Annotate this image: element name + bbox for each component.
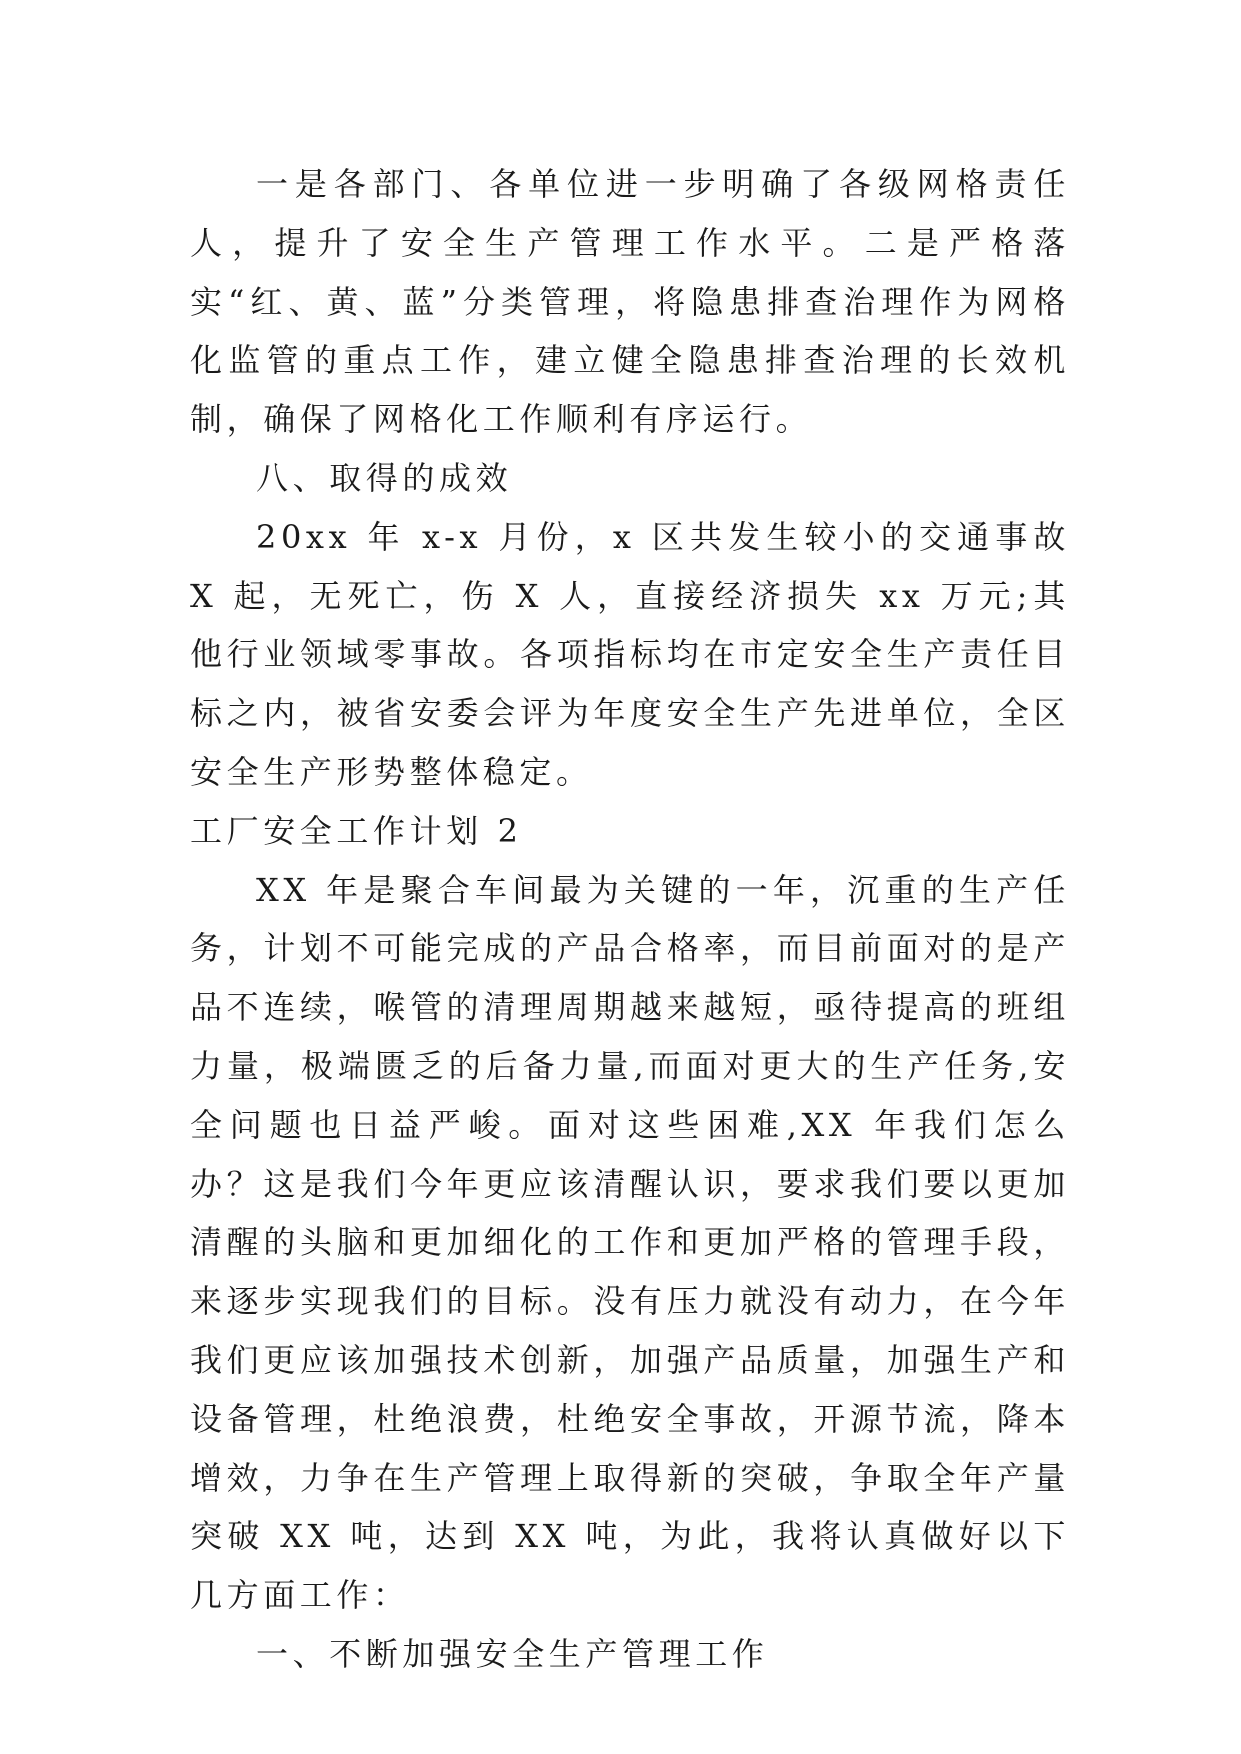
paragraph-achievements-body: 20xx 年 x-x 月份，x 区共发生较小的交通事故 X 起，无死亡，伤 X 人，直接经济损失 xx 万元;其他行业领域零事故。各项指标均在市定安全生产责任目标之内，被省安委会评为年度安全生产先进单位，全区安全生产形势整体稳定。	[190, 517, 1070, 791]
document-subtitle: 工厂安全工作计划 2	[190, 811, 523, 850]
paragraph-grid-responsibility: 一是各部门、各单位进一步明确了各级网格责任人，提升了安全生产管理工作水平。二是严格落实“红、黄、蓝”分类管理，将隐患排查治理作为网格化监管的重点工作，建立健全隐患排查治理的长效机制，确保了网格化工作顺利有序运行。	[190, 165, 1070, 439]
section-heading-safety-management: 一、不断加强安全生产管理工作	[256, 1634, 769, 1673]
document-page	[190, 155, 1070, 1684]
paragraph-plan-intro: XX 年是聚合车间最为关键的一年，沉重的生产任务，计划不可能完成的产品合格率，而目前面对的是产品不连续，喉管的清理周期越来越短，亟待提高的班组力量，极端匮乏的后备力量,而面对更大的生产任务,安全问题也日益严峻。面对这些困难,XX 年我们怎么办？这是我们今年更应该清醒认识，要求我们要以更加清醒的头脑和更加细化的工作和更加严格的管理手段，来逐步实现我们的目标。没有压力就没有动力，在今年我们更应该加强技术创新，加强产品质量，加强生产和设备管理，杜绝浪费，杜绝安全事故，开源节流，降本增效，力争在生产管理上取得新的突破，争取全年产量突破 XX 吨，达到 XX 吨，为此，我将认真做好以下几方面工作：	[190, 870, 1070, 1615]
section-heading-achievements: 八、取得的成效	[256, 458, 513, 497]
